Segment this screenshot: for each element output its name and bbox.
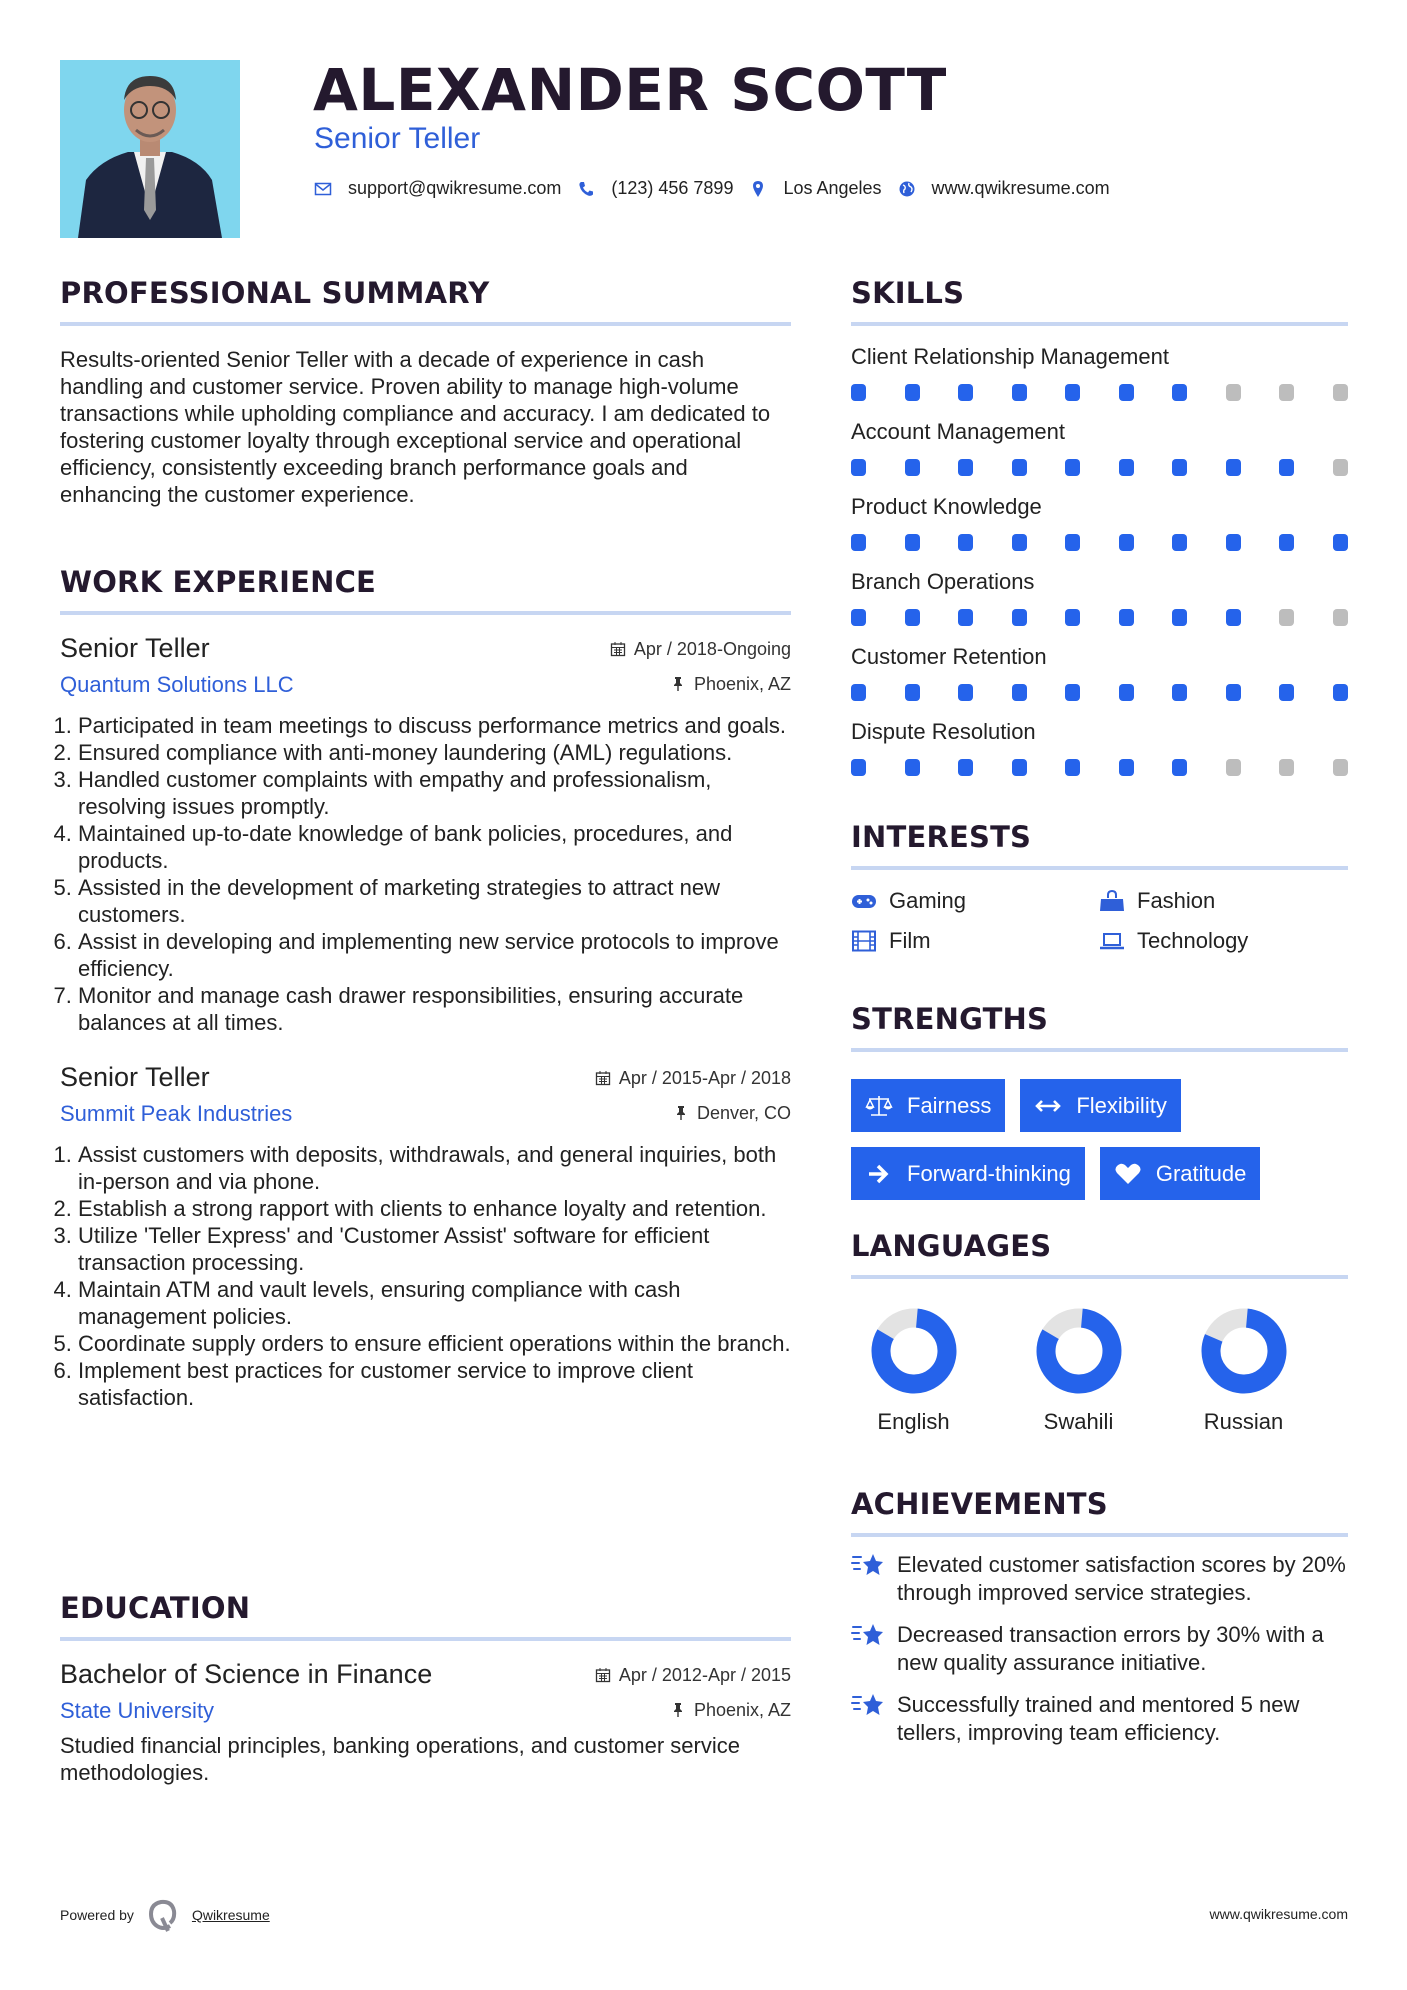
language-item <box>831 1307 996 1435</box>
duty-item: 5. Assisted in the development of marketing strategies to attract new customers. <box>78 874 791 928</box>
duty-item: 1. Assist customers with deposits, withdrawals, and general inquiries, both in-person and via phone. <box>78 1141 791 1195</box>
education-location <box>670 1700 791 1721</box>
strengths-section <box>851 1002 1348 1200</box>
achievement-item <box>851 1551 1348 1607</box>
job-dates-text: Apr / 2015-Apr / 2018 <box>618 1067 791 1088</box>
summary-section <box>60 276 791 508</box>
interest-item <box>1099 928 1347 954</box>
rating-dot-filled <box>1012 684 1027 701</box>
job-title: Senior Teller <box>60 1062 210 1092</box>
rating-dot-filled <box>958 459 973 476</box>
rating-dot-filled <box>1012 609 1027 626</box>
interests-grid <box>851 888 1348 954</box>
calendar-icon <box>610 641 626 657</box>
rating-dot-empty <box>1333 459 1348 476</box>
rating-dot-filled <box>1279 534 1294 551</box>
duty-item: 1. Participated in team meetings to discuss performance metrics and goals. <box>78 712 791 739</box>
pushpin-icon <box>670 1702 686 1718</box>
interest-label: Film <box>889 928 931 953</box>
shopping-bag-icon <box>1099 890 1125 912</box>
section-divider <box>851 866 1348 870</box>
section-heading: EDUCATION <box>60 1591 251 1625</box>
rating-dot-filled <box>905 684 920 701</box>
company-name: Summit Peak Industries <box>60 1101 293 1126</box>
strength-chip <box>851 1147 1085 1200</box>
achievement-item <box>851 1691 1348 1747</box>
rating-dot-filled <box>1172 384 1187 401</box>
contact-email[interactable] <box>314 178 561 199</box>
experience-section <box>60 565 791 1411</box>
rating-dot-empty <box>1226 759 1241 776</box>
duty-item: 4. Maintained up-to-date knowledge of bank policies, procedures, and products. <box>78 820 791 874</box>
skill-name: Branch Operations <box>851 569 1035 594</box>
rating-dot-filled <box>958 684 973 701</box>
candidate-title: Senior Teller <box>314 122 481 155</box>
rating-dot-filled <box>1172 759 1187 776</box>
achievement-text: Elevated customer satisfaction scores by 20% through improved service strategies. <box>897 1552 1346 1605</box>
job-location-text: Denver, CO <box>696 1102 791 1123</box>
degree-title: Bachelor of Science in Finance <box>60 1659 433 1689</box>
achievement-text: Successfully trained and mentored 5 new tellers, improving team efficiency. <box>897 1692 1300 1745</box>
phone-icon <box>577 180 595 198</box>
rating-dot-filled <box>1119 609 1134 626</box>
rating-dot-empty <box>1333 384 1348 401</box>
duty-item: 3. Utilize 'Teller Express' and 'Customer Assist' software for efficient transaction processing. <box>78 1222 791 1276</box>
job-location-text: Phoenix, AZ <box>693 673 791 694</box>
rating-dot-filled <box>1119 684 1134 701</box>
section-heading: STRENGTHS <box>851 1002 1049 1036</box>
job-entry <box>60 633 791 1036</box>
duty-item: 2. Ensured compliance with anti-money laundering (AML) regulations. <box>78 739 791 766</box>
rating-dot-filled <box>1065 459 1080 476</box>
rating-dot-filled <box>1226 459 1241 476</box>
interest-item <box>851 888 1099 914</box>
strength-chip <box>851 1079 1005 1132</box>
section-divider <box>851 1275 1348 1279</box>
rating-dot-filled <box>1119 534 1134 551</box>
rating-dot-filled <box>958 759 973 776</box>
shooting-star-icon <box>851 1551 885 1579</box>
education-dates-text: Apr / 2012-Apr / 2015 <box>618 1664 791 1685</box>
job-location <box>673 1103 791 1124</box>
interest-item <box>851 928 1099 954</box>
education-description: Studied financial principles, banking operations, and customer service methodologies. <box>60 1733 740 1785</box>
school-name: State University <box>60 1698 215 1723</box>
language-name: Swahili <box>1043 1409 1114 1434</box>
rating-dot-filled <box>1012 534 1027 551</box>
duty-item: 2. Establish a strong rapport with clients to enhance loyalty and retention. <box>78 1195 791 1222</box>
skills-list <box>851 344 1348 776</box>
rating-dot-filled <box>1333 534 1348 551</box>
rating-dot-filled <box>1172 534 1187 551</box>
rating-dot-filled <box>1333 684 1348 701</box>
rating-dot-filled <box>1012 759 1027 776</box>
language-name: Russian <box>1203 1409 1284 1434</box>
skill-name: Client Relationship Management <box>851 344 1169 369</box>
rating-dot-filled <box>958 609 973 626</box>
rating-dot-filled <box>1065 684 1080 701</box>
job-title: Senior Teller <box>60 633 210 663</box>
duty-item: 5. Coordinate supply orders to ensure efficient operations within the branch. <box>78 1330 791 1357</box>
education-entry <box>60 1659 791 1786</box>
rating-dot-filled <box>905 534 920 551</box>
skills-section <box>851 276 1348 776</box>
skill-item <box>851 344 1348 401</box>
rating-dot-filled <box>1065 384 1080 401</box>
achievements-list <box>851 1551 1348 1747</box>
rating-dot-filled <box>958 384 973 401</box>
rating-dot-empty <box>1226 384 1241 401</box>
skill-item <box>851 419 1348 476</box>
skill-rating <box>851 459 1348 476</box>
contact-website[interactable] <box>898 178 1110 199</box>
profile-photo <box>60 60 240 238</box>
strength-label: Gratitude <box>1155 1160 1247 1186</box>
balance-scale-icon <box>865 1094 893 1118</box>
job-dates <box>610 639 791 660</box>
strength-chip <box>1020 1079 1180 1132</box>
section-heading: INTERESTS <box>851 820 1032 854</box>
section-divider <box>851 322 1348 326</box>
person-portrait-icon <box>60 60 240 238</box>
job-entry <box>60 1062 791 1411</box>
section-heading: PROFESSIONAL SUMMARY <box>60 276 490 310</box>
rating-dot-filled <box>905 384 920 401</box>
rating-dot-filled <box>958 534 973 551</box>
education-section <box>60 1591 791 1786</box>
duty-item: 6. Implement best practices for customer service to improve client satisfaction. <box>78 1357 791 1411</box>
rating-dot-filled <box>851 684 866 701</box>
skill-name: Dispute Resolution <box>851 719 1036 744</box>
section-divider <box>851 1048 1348 1052</box>
contact-bar <box>314 178 1126 199</box>
job-dates <box>595 1068 791 1089</box>
duties-list <box>60 712 791 1036</box>
rating-dot-empty <box>1279 609 1294 626</box>
rating-dot-filled <box>1226 534 1241 551</box>
rating-dot-filled <box>905 459 920 476</box>
qwikresume-logo-icon <box>148 1898 178 1932</box>
language-name: English <box>877 1409 950 1434</box>
rating-dot-filled <box>1065 759 1080 776</box>
rating-dot-filled <box>1065 609 1080 626</box>
rating-dot-filled <box>905 609 920 626</box>
duty-item: 6. Assist in developing and implementing new service protocols to improve efficiency. <box>78 928 791 982</box>
skill-rating <box>851 609 1348 626</box>
rating-dot-filled <box>1065 534 1080 551</box>
rating-dot-empty <box>1279 384 1294 401</box>
strength-label: Forward-thinking <box>907 1160 1071 1186</box>
interest-item <box>1099 888 1347 914</box>
duty-item: 7. Monitor and manage cash drawer responsibilities, ensuring accurate balances at all times. <box>78 982 791 1036</box>
rating-dot-filled <box>851 459 866 476</box>
rating-dot-filled <box>851 609 866 626</box>
education-location-text: Phoenix, AZ <box>693 1699 791 1720</box>
calendar-icon <box>595 1070 611 1086</box>
footer-powered-by <box>60 1898 270 1932</box>
duties-list <box>60 1141 791 1411</box>
skill-name: Account Management <box>851 419 1066 444</box>
strength-label: Flexibility <box>1076 1092 1167 1118</box>
rating-dot-empty <box>1279 759 1294 776</box>
rating-dot-filled <box>1012 459 1027 476</box>
contact-location-text: Los Angeles <box>783 178 882 198</box>
duty-item: 3. Handled customer complaints with empathy and professionalism, resolving issues promptly. <box>78 766 791 820</box>
contact-phone[interactable] <box>577 178 733 199</box>
contact-location <box>749 178 881 199</box>
footer-website[interactable]: www.qwikresume.com <box>1209 1906 1348 1922</box>
rating-dot-filled <box>1226 609 1241 626</box>
skill-rating <box>851 534 1348 551</box>
achievement-item <box>851 1621 1348 1677</box>
section-heading: ACHIEVEMENTS <box>851 1487 1108 1521</box>
film-icon <box>851 930 877 952</box>
summary-text: Results-oriented Senior Teller with a decade of experience in cash handling and customer service. Proven ability to manage high-volume transactions while upholding compliance and accuracy. I am dedicated to fostering customer loyalty through exceptional service and operational efficiency, consistently exceeding branch performance goals and enhancing the customer experience. <box>60 347 771 507</box>
languages-section <box>851 1229 1348 1435</box>
section-heading: WORK EXPERIENCE <box>60 565 377 599</box>
interest-label: Technology <box>1137 928 1249 953</box>
language-donut-chart <box>870 1307 958 1395</box>
section-heading: SKILLS <box>851 276 965 310</box>
contact-email-text: support@qwikresume.com <box>348 178 562 198</box>
strength-chip <box>1100 1147 1261 1200</box>
rating-dot-filled <box>1226 684 1241 701</box>
rating-dot-filled <box>1279 684 1294 701</box>
pushpin-icon <box>670 676 686 692</box>
skill-item <box>851 569 1348 626</box>
rating-dot-filled <box>1119 384 1134 401</box>
skill-item <box>851 719 1348 776</box>
rating-dot-filled <box>1119 759 1134 776</box>
rating-dot-filled <box>1172 609 1187 626</box>
company-name: Quantum Solutions LLC <box>60 672 294 697</box>
globe-icon <box>898 180 916 198</box>
skill-name: Product Knowledge <box>851 494 1042 519</box>
job-location <box>670 674 791 695</box>
section-divider <box>60 1637 791 1641</box>
job-dates-text: Apr / 2018-Ongoing <box>633 638 791 659</box>
skill-rating <box>851 759 1348 776</box>
strengths-list <box>851 1064 1348 1200</box>
duty-item: 4. Maintain ATM and vault levels, ensuring compliance with cash management policies. <box>78 1276 791 1330</box>
section-divider <box>60 322 791 326</box>
languages-list <box>851 1307 1348 1435</box>
interest-label: Gaming <box>889 888 967 913</box>
shooting-star-icon <box>851 1621 885 1649</box>
powered-by-label: Powered by <box>60 1907 134 1923</box>
strength-label: Fairness <box>907 1092 992 1118</box>
skill-name: Customer Retention <box>851 644 1047 669</box>
interest-label: Fashion <box>1137 888 1216 913</box>
language-item <box>996 1307 1161 1435</box>
rating-dot-filled <box>851 384 866 401</box>
arrow-right-icon <box>865 1162 893 1186</box>
language-item <box>1161 1307 1326 1435</box>
rating-dot-filled <box>1172 684 1187 701</box>
rating-dot-filled <box>1012 384 1027 401</box>
skill-item <box>851 494 1348 551</box>
heart-icon <box>1114 1162 1142 1186</box>
contact-website-text: www.qwikresume.com <box>931 178 1110 198</box>
section-heading: LANGUAGES <box>851 1229 1052 1263</box>
achievement-text: Decreased transaction errors by 30% with a new quality assurance initiative. <box>897 1622 1324 1675</box>
arrows-horizontal-icon <box>1034 1094 1062 1118</box>
email-icon <box>314 180 332 198</box>
interests-section <box>851 820 1348 954</box>
rating-dot-filled <box>1119 459 1134 476</box>
language-donut-chart <box>1200 1307 1288 1395</box>
rating-dot-filled <box>1279 459 1294 476</box>
achievements-section <box>851 1487 1348 1747</box>
contact-phone-text: (123) 456 7899 <box>611 178 734 198</box>
section-divider <box>60 611 791 615</box>
rating-dot-filled <box>1172 459 1187 476</box>
skill-item <box>851 644 1348 701</box>
candidate-name: ALEXANDER SCOTT <box>313 56 947 124</box>
gamepad-icon <box>851 890 877 912</box>
rating-dot-filled <box>851 534 866 551</box>
shooting-star-icon <box>851 1691 885 1719</box>
skill-rating <box>851 684 1348 701</box>
section-divider <box>851 1533 1348 1537</box>
qwikresume-link[interactable]: Qwikresume <box>191 1907 270 1923</box>
rating-dot-filled <box>851 759 866 776</box>
rating-dot-empty <box>1333 609 1348 626</box>
laptop-icon <box>1099 930 1125 952</box>
calendar-icon <box>595 1667 611 1683</box>
pushpin-icon <box>673 1105 689 1121</box>
rating-dot-filled <box>905 759 920 776</box>
rating-dot-empty <box>1333 759 1348 776</box>
education-dates <box>595 1665 791 1686</box>
language-donut-chart <box>1035 1307 1123 1395</box>
location-pin-icon <box>749 180 767 198</box>
skill-rating <box>851 384 1348 401</box>
